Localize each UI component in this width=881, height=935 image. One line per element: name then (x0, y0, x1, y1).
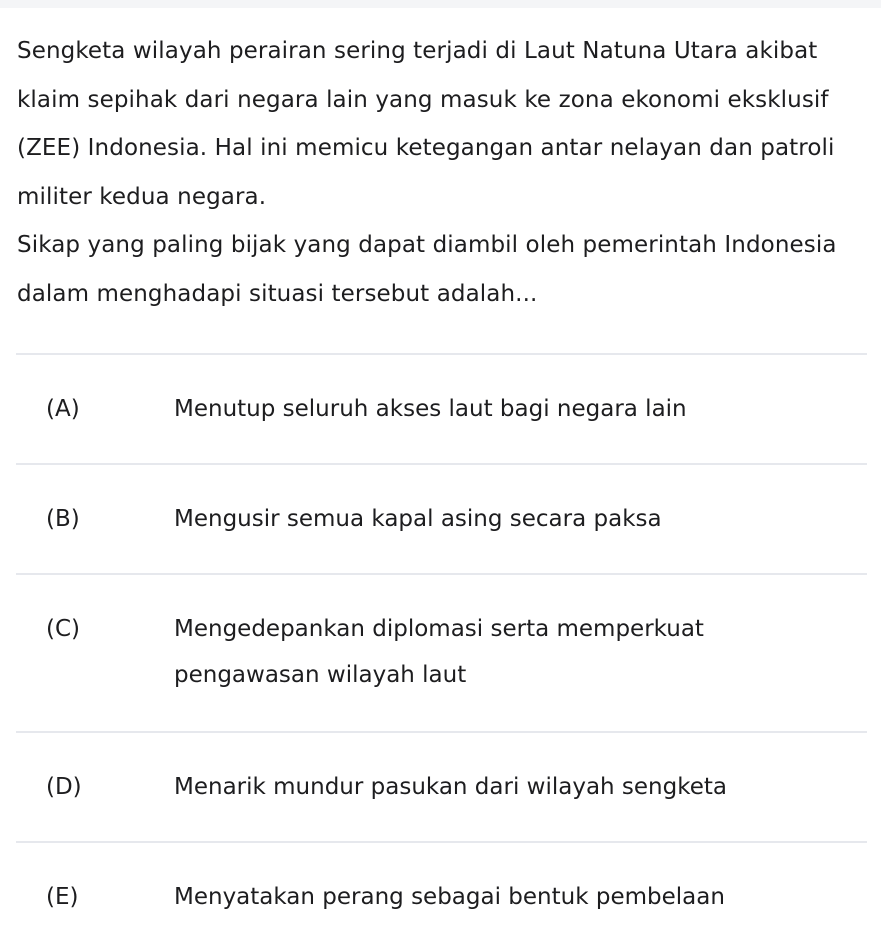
option-letter: (C) (46, 616, 81, 642)
option-letter: (A) (46, 396, 80, 422)
top-strip (0, 0, 881, 8)
option-a[interactable] (16, 355, 867, 463)
option-text: Mengedepankan diplomasi serta memperkuat pengawasan wilayah laut (174, 616, 704, 688)
option-d[interactable] (16, 733, 867, 841)
answer-options (16, 353, 867, 935)
option-text: Mengusir semua kapal asing secara paksa (174, 506, 662, 532)
question-paragraph-1: Sengketa wilayah perairan sering terjadi di Laut Natuna Utara akibat klaim sepihak dari negara lain yang masuk ke zona ekonomi eksklusif (ZEE) Indonesia. Hal ini memicu ketegangan antar nelayan dan patroli militer kedua negara. (17, 38, 835, 210)
option-text: Menyatakan perang sebagai bentuk pembelaan (174, 884, 725, 910)
option-b[interactable] (16, 465, 867, 573)
option-e[interactable] (16, 843, 867, 935)
question-paragraph-2: Sikap yang paling bijak yang dapat diambil oleh pemerintah Indonesia dalam menghadapi situasi tersebut adalah... (17, 232, 837, 307)
option-c[interactable] (16, 575, 867, 731)
option-text: Menarik mundur pasukan dari wilayah sengketa (174, 774, 727, 800)
option-letter: (D) (46, 774, 82, 800)
question-text (17, 27, 867, 318)
option-letter: (B) (46, 506, 80, 532)
option-text: Menutup seluruh akses laut bagi negara lain (174, 396, 687, 422)
option-letter: (E) (46, 884, 79, 910)
